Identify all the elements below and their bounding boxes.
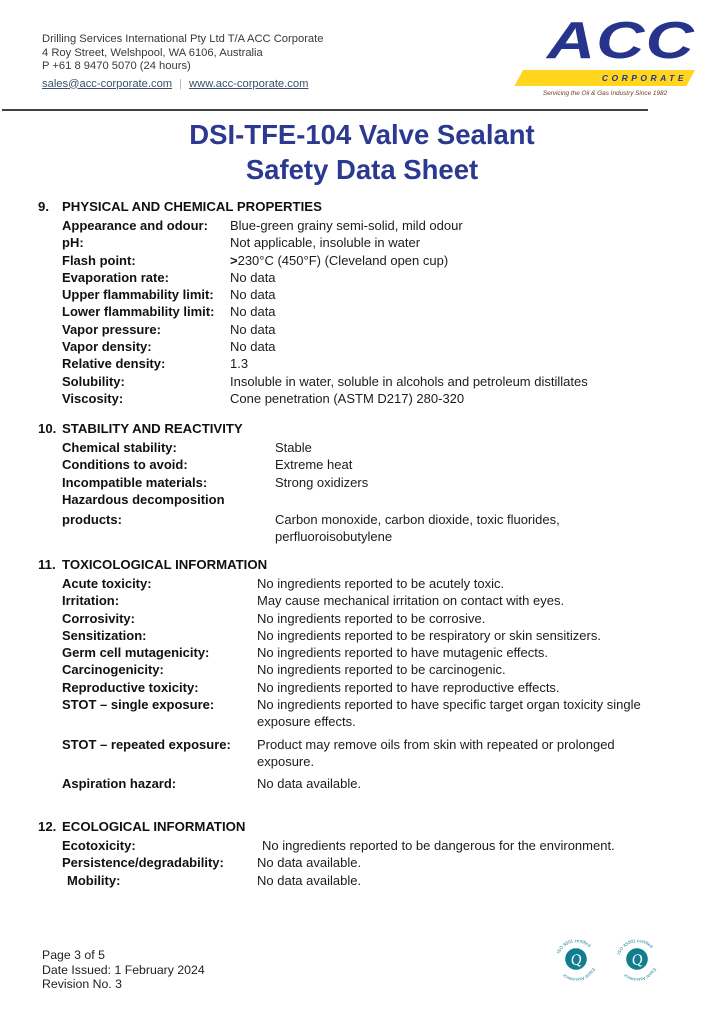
- property-row: [62, 321, 690, 338]
- property-label: Persistence/degradability:: [62, 855, 224, 871]
- property-value: 1.3: [230, 356, 249, 372]
- property-value: No data: [230, 287, 276, 303]
- svg-text:ISO 9001 certified: ISO 9001 certified: [555, 938, 592, 955]
- property-row: [62, 610, 690, 627]
- section-title: PHYSICAL AND CHEMICAL PROPERTIES: [62, 199, 322, 214]
- property-label: products:: [62, 512, 122, 528]
- property-row: [62, 679, 690, 696]
- property-label: Vapor pressure:: [62, 321, 161, 337]
- property-label: Sensitization:: [62, 627, 147, 643]
- property-label: pH:: [62, 235, 84, 251]
- certification-badges: [552, 930, 661, 988]
- property-row: [62, 736, 690, 771]
- property-row: [62, 338, 690, 355]
- property-value: Blue-green grainy semi-solid, mild odour: [230, 218, 463, 233]
- property-row: [62, 252, 690, 269]
- section-physical-chemical-properties: [38, 199, 690, 407]
- property-value: No ingredients reported to be acutely toxic.: [257, 576, 505, 591]
- property-value: Cone penetration (ASTM D217) 280-320: [230, 390, 465, 406]
- property-value: No data available.: [257, 776, 362, 792]
- iso-9001-badge-icon: [552, 930, 600, 988]
- date-issued: Date Issued: 1 February 2024: [42, 962, 205, 977]
- property-row: [62, 696, 690, 731]
- property-label: Lower flammability limit:: [62, 304, 215, 320]
- company-phone: P +61 8 9470 5070 (24 hours): [42, 60, 191, 72]
- property-label: Ecotoxicity:: [62, 838, 136, 853]
- property-label: Corrosivity:: [62, 610, 135, 626]
- property-row: [62, 592, 690, 609]
- section-number: 9.: [38, 199, 49, 214]
- property-value: No ingredients reported to be carcinogenic.: [257, 662, 506, 678]
- property-value: May cause mechanical irritation on contact with eyes.: [257, 593, 565, 609]
- property-value: No data available.: [257, 872, 362, 888]
- property-row: [62, 286, 690, 303]
- page-footer: [42, 948, 205, 992]
- company-address: 4 Roy Street, Welshpool, WA 6106, Australia: [42, 46, 263, 59]
- property-label: Relative density:: [62, 356, 166, 372]
- property-row: [62, 661, 690, 678]
- section-number: 12.: [38, 819, 57, 834]
- logo-tagline: Servicing the Oil & Gas Industry Since 1982: [542, 90, 668, 97]
- email-link[interactable]: sales@acc-corporate.com: [42, 77, 173, 90]
- q-mark: Q: [569, 950, 584, 970]
- property-row: [62, 456, 690, 473]
- property-label: Carcinogenicity:: [62, 662, 164, 678]
- property-value: No data: [230, 339, 276, 355]
- logo-acc-text: ACC: [546, 12, 695, 70]
- company-info-block: [42, 33, 323, 91]
- section-toxicological-information: [38, 557, 690, 793]
- property-label: Incompatible materials:: [62, 474, 208, 490]
- property-label: Conditions to avoid:: [62, 457, 188, 473]
- product-name: DSI-TFE-104 Valve Sealant: [189, 119, 535, 150]
- property-label: Aspiration hazard:: [62, 776, 177, 792]
- property-value: Product may remove oils from skin with repeated or prolonged exposure.: [257, 736, 615, 769]
- property-label: Upper flammability limit:: [62, 287, 214, 303]
- section-ecological-information: [38, 819, 690, 889]
- property-label: Appearance and odour:: [62, 218, 208, 233]
- property-label: Hazardous decomposition: [62, 491, 225, 507]
- document-title: [0, 117, 724, 187]
- property-row: [62, 627, 690, 644]
- company-links: [42, 78, 323, 92]
- value-bold-prefix: >: [230, 252, 238, 268]
- property-value: No data: [230, 269, 276, 285]
- section-heading: [38, 421, 690, 437]
- property-row: [62, 355, 690, 372]
- svg-text:Equal Assurance: Equal Assurance: [622, 967, 658, 983]
- property-value: Not applicable, insoluble in water: [230, 235, 421, 251]
- section-number: 10.: [38, 421, 57, 436]
- property-value: >230°C (450°F) (Cleveland open cup): [230, 252, 449, 268]
- property-value: No data: [230, 321, 276, 337]
- logo-corporate-text: CORPORATE: [601, 73, 687, 83]
- property-value: Stable: [275, 440, 312, 455]
- section-title: TOXICOLOGICAL INFORMATION: [62, 557, 268, 572]
- property-label: Chemical stability:: [62, 440, 177, 455]
- property-row: [62, 217, 690, 234]
- property-row: [62, 373, 690, 390]
- property-row: [62, 837, 690, 854]
- property-row: [62, 269, 690, 286]
- property-label: Mobility:: [67, 872, 121, 888]
- property-row: [62, 575, 690, 592]
- property-label: Flash point:: [62, 252, 136, 268]
- iso-45001-badge-icon: [613, 930, 661, 988]
- property-label: STOT – repeated exposure:: [62, 736, 231, 752]
- revision-number: Revision No. 3: [42, 977, 122, 991]
- link-separator: |: [179, 77, 183, 90]
- property-row: [62, 491, 690, 508]
- property-row: [62, 854, 690, 871]
- section-heading: [38, 819, 690, 835]
- property-value: Carbon monoxide, carbon dioxide, toxic fluorides, perfluoroisobutylene: [275, 512, 560, 545]
- property-value: Extreme heat: [275, 457, 353, 473]
- property-row: [62, 511, 690, 546]
- svg-text:Equal Assurance: Equal Assurance: [561, 967, 597, 983]
- property-label: Vapor density:: [62, 339, 152, 355]
- property-value: Strong oxidizers: [275, 474, 369, 490]
- property-label: Acute toxicity:: [62, 576, 152, 591]
- section-stability-reactivity: [38, 421, 690, 546]
- q-mark: Q: [630, 950, 645, 970]
- acc-corporate-logo: [513, 12, 697, 104]
- property-value: No data: [230, 304, 276, 320]
- header-divider: [2, 109, 648, 111]
- property-value: No ingredients reported to be respiratory or skin sensitizers.: [257, 627, 601, 643]
- property-value: No ingredients reported to have mutagenic effects.: [257, 645, 548, 661]
- property-label: Germ cell mutagenicity:: [62, 645, 210, 661]
- section-title: STABILITY AND REACTIVITY: [62, 421, 243, 436]
- property-label: Evaporation rate:: [62, 269, 169, 285]
- property-value: No ingredients reported to have reproductive effects.: [257, 679, 560, 695]
- company-name: Drilling Services International Pty Ltd T/A ACC Corporate: [42, 33, 324, 45]
- website-link[interactable]: www.acc-corporate.com: [189, 77, 309, 90]
- property-label: Viscosity:: [62, 390, 124, 406]
- document-type: Safety Data Sheet: [245, 154, 479, 185]
- property-value: No ingredients reported to be corrosive.: [257, 610, 486, 626]
- page-number: Page 3 of 5: [42, 948, 105, 962]
- property-value: Insoluble in water, soluble in alcohols and petroleum distillates: [230, 373, 588, 389]
- section-title: ECOLOGICAL INFORMATION: [62, 819, 246, 834]
- property-value: No ingredients reported to be dangerous for the environment.: [262, 838, 615, 853]
- section-number: 11.: [38, 557, 56, 572]
- property-row: [62, 775, 690, 792]
- property-value: No data available.: [257, 855, 362, 871]
- property-label: STOT – single exposure:: [62, 697, 215, 713]
- property-row: [62, 439, 690, 456]
- property-label: Solubility:: [62, 373, 125, 389]
- property-row: [62, 644, 690, 661]
- svg-text:ISO 45001 certified: ISO 45001 certified: [616, 938, 654, 956]
- property-label: Irritation:: [62, 593, 120, 609]
- property-row: [62, 303, 690, 320]
- property-row: [62, 474, 690, 491]
- property-row: [62, 234, 690, 251]
- section-heading: [38, 557, 690, 573]
- property-label: Reproductive toxicity:: [62, 679, 199, 695]
- section-heading: [38, 199, 690, 215]
- property-value: No ingredients reported to have specific target organ toxicity single exposure effects.: [257, 697, 641, 730]
- property-row: [62, 390, 690, 407]
- property-row: [62, 872, 690, 889]
